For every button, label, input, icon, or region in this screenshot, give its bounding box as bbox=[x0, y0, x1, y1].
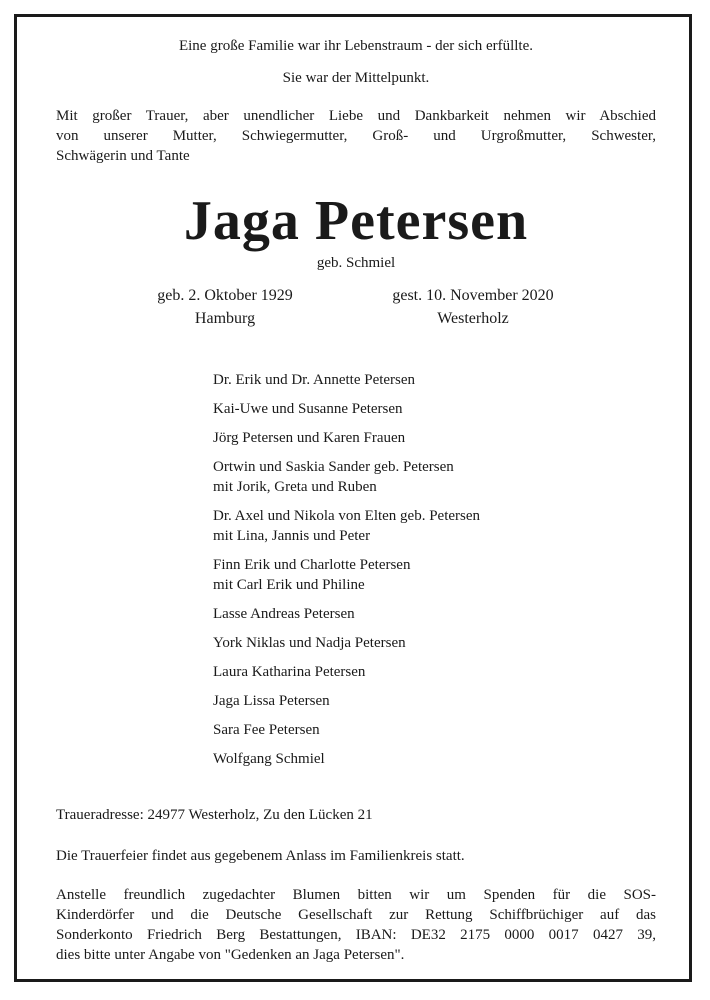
donation-line-2: Kinderdörfer und die Deutsche Gesellschaft zur Rettung Schiffbrüchiger auf das bbox=[56, 907, 656, 923]
list-item bbox=[213, 604, 653, 624]
mourner-line-1: Lasse Andreas Petersen bbox=[213, 606, 355, 622]
mourner-line-1: Jaga Lissa Petersen bbox=[213, 693, 330, 709]
mourner-line-1: Finn Erik und Charlotte Petersen bbox=[213, 557, 411, 573]
mourner-line-2: mit Lina, Jannis und Peter bbox=[213, 528, 371, 544]
birth-place: Hamburg bbox=[194, 310, 256, 327]
motto-line-2: Sie war der Mittelpunkt. bbox=[282, 70, 430, 86]
birth-date: geb. 2. Oktober 1929 bbox=[157, 287, 293, 304]
donation-line-3: Sonderkonto Friedrich Berg Bestattungen, IBAN: DE32 2175 0000 0017 0427 39, bbox=[56, 927, 656, 943]
mourner-line-1: York Niklas und Nadja Petersen bbox=[213, 635, 406, 651]
motto-line-1: Eine große Familie war ihr Lebenstraum - der sich erfüllte. bbox=[178, 38, 534, 54]
funeral-note: Die Trauerfeier findet aus gegebenem Anlass im Familienkreis statt. bbox=[56, 848, 465, 864]
donation-line-1: Anstelle freundlich zugedachter Blumen bitten wir um Spenden für die SOS- bbox=[56, 887, 656, 903]
mourner-line-1: Sara Fee Petersen bbox=[213, 722, 320, 738]
list-item bbox=[213, 662, 653, 682]
list-item bbox=[213, 457, 653, 497]
intro-paragraph bbox=[56, 106, 656, 166]
mourner-line-1: Kai-Uwe und Susanne Petersen bbox=[213, 401, 403, 417]
donation-line-4: dies bitte unter Angabe von "Gedenken an Jaga Petersen". bbox=[56, 947, 405, 963]
mourning-address: Traueradresse: 24977 Westerholz, Zu den Lücken 21 bbox=[56, 807, 373, 823]
mourners-list bbox=[213, 370, 653, 778]
list-item bbox=[213, 399, 653, 419]
death-place: Westerholz bbox=[437, 310, 509, 327]
list-item bbox=[213, 749, 653, 769]
mourner-line-2: mit Carl Erik und Philine bbox=[213, 577, 365, 593]
list-item bbox=[213, 633, 653, 653]
maiden-name: geb. Schmiel bbox=[316, 255, 396, 271]
list-item bbox=[213, 720, 653, 740]
list-item bbox=[213, 428, 653, 448]
mourner-line-1: Wolfgang Schmiel bbox=[213, 751, 325, 767]
intro-line-3: Schwägerin und Tante bbox=[56, 148, 190, 164]
obituary-notice bbox=[14, 14, 692, 982]
list-item bbox=[213, 555, 653, 595]
mourner-line-1: Dr. Axel und Nikola von Elten geb. Petersen bbox=[213, 508, 481, 524]
deceased-name: Jaga Petersen bbox=[183, 190, 529, 252]
list-item bbox=[213, 370, 653, 390]
list-item bbox=[213, 691, 653, 711]
death-date: gest. 10. November 2020 bbox=[392, 287, 554, 304]
mourner-line-1: Dr. Erik und Dr. Annette Petersen bbox=[213, 372, 416, 388]
mourner-line-1: Laura Katharina Petersen bbox=[213, 664, 366, 680]
intro-line-2: von unserer Mutter, Schwiegermutter, Groß- und Urgroßmutter, Schwester, bbox=[56, 128, 656, 144]
list-item bbox=[213, 506, 653, 546]
intro-line-1: Mit großer Trauer, aber unendlicher Liebe und Dankbarkeit nehmen wir Abschied bbox=[56, 108, 656, 124]
mourner-line-1: Ortwin und Saskia Sander geb. Petersen bbox=[213, 459, 454, 475]
mourner-line-1: Jörg Petersen und Karen Frauen bbox=[213, 430, 406, 446]
donation-paragraph bbox=[56, 885, 656, 965]
mourner-line-2: mit Jorik, Greta und Ruben bbox=[213, 479, 377, 495]
